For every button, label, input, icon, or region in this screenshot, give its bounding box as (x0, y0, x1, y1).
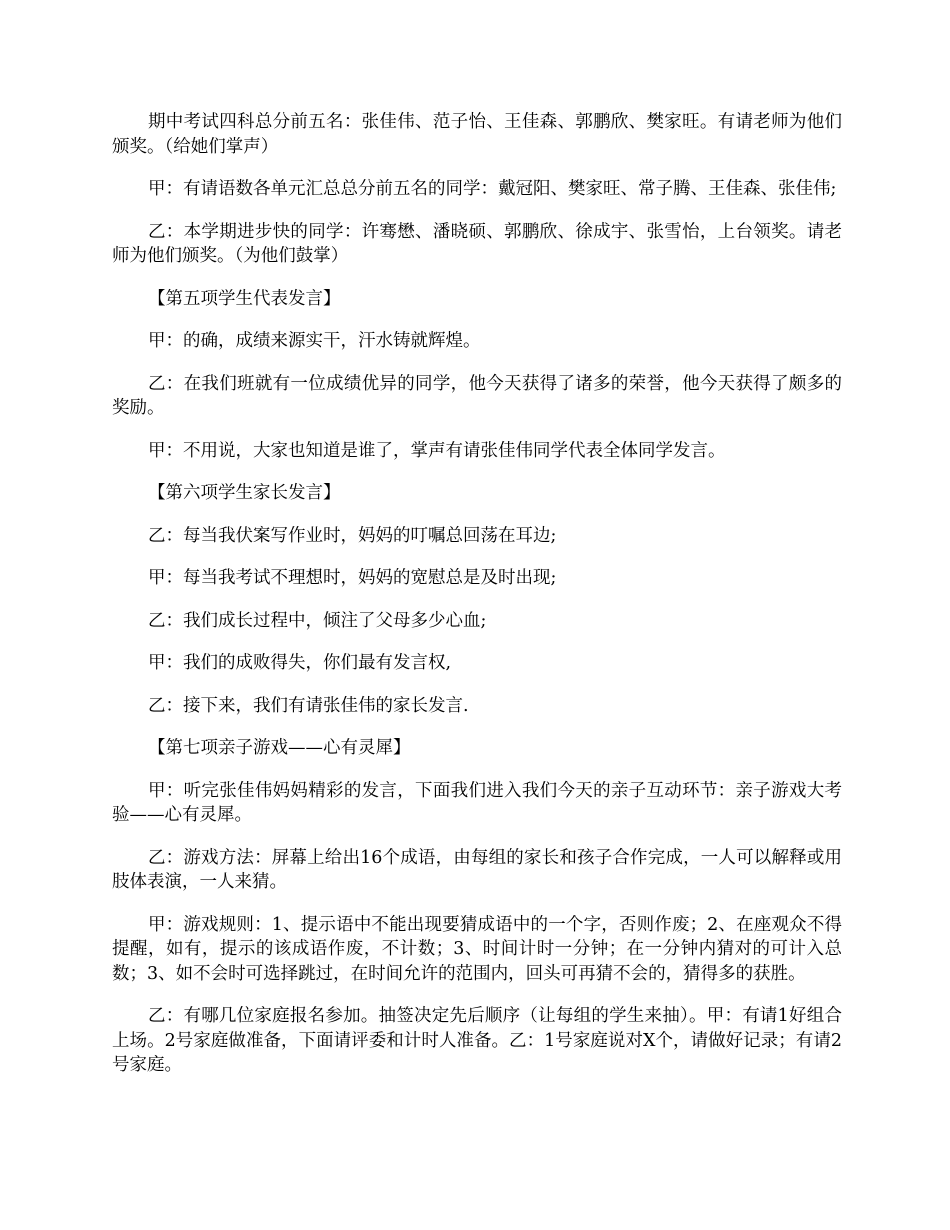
section-heading: 【第五项学生代表发言】 (148, 288, 341, 309)
paragraph: 乙：有哪几位家庭报名参加。抽签决定先后顺序（让每组的学生来抽）。甲：有请1好组合上场。2号家庭做准备，下面请评委和计时人准备。乙：1号家庭说对X个，请做好记录；有请2号家庭。 (112, 1006, 842, 1075)
paragraph: 甲：我们的成败得失，你们最有发言权, (148, 653, 452, 673)
paragraph: 甲：有请语数各单元汇总总分前五名的同学：戴冠阳、樊家旺、常子腾、王佳森、张佳伟; (148, 179, 837, 199)
paragraph: 甲：听完张佳伟妈妈精彩的发言，下面我们进入我们今天的亲子互动环节：亲子游戏大考验——心有灵犀。 (112, 780, 842, 825)
paragraph: 甲：每当我考试不理想时，妈妈的宽慰总是及时出现; (148, 568, 557, 588)
paragraph: 乙：本学期进步快的同学：许骞懋、潘晓硕、郭鹏欣、徐成宇、张雪怡，上台领奖。请老师为他们颁奖。（为他们鼓掌） (112, 221, 842, 266)
paragraph: 乙：每当我伏案写作业时，妈妈的叮嘱总回荡在耳边; (148, 525, 557, 546)
paragraph: 乙：游戏方法：屏幕上给出16个成语，由每组的家长和孩子合作完成，一人可以解释或用肢体表演，一人来猜。 (112, 847, 842, 892)
document-page (112, 110, 842, 1096)
paragraph: 甲：不用说，大家也知道是谁了，掌声有请张佳伟同学代表全体同学发言。 (148, 440, 726, 461)
paragraph: 甲：游戏规则：1、提示语中不能出现要猜成语中的一个字，否则作废；2、在座观众不得提醒，如有，提示的该成语作废，不计数；3、时间计时一分钟；在一分钟内猜对的可计入总数；3、如不会时可选择跳过，在时间允许的范围内，回头可再猜不会的，猜得多的获胜。 (112, 914, 842, 984)
section-heading: 【第七项亲子游戏——心有灵犀】 (148, 738, 411, 758)
paragraph: 乙：在我们班就有一位成绩优异的同学，他今天获得了诸多的荣誉，他今天获得了颇多的奖励。 (112, 373, 842, 418)
paragraph: 乙：我们成长过程中，倾注了父母多少心血; (148, 610, 487, 631)
section-heading: 【第六项学生家长发言】 (148, 483, 341, 503)
paragraph: 乙：接下来，我们有请张佳伟的家长发言. (148, 695, 469, 716)
paragraph: 甲：的确，成绩来源实干，汗水铸就辉煌。 (148, 331, 481, 351)
paragraph: 期中考试四科总分前五名：张佳伟、范子怡、王佳森、郭鹏欣、樊家旺。有请老师为他们颁奖。（给她们掌声） (112, 112, 842, 157)
